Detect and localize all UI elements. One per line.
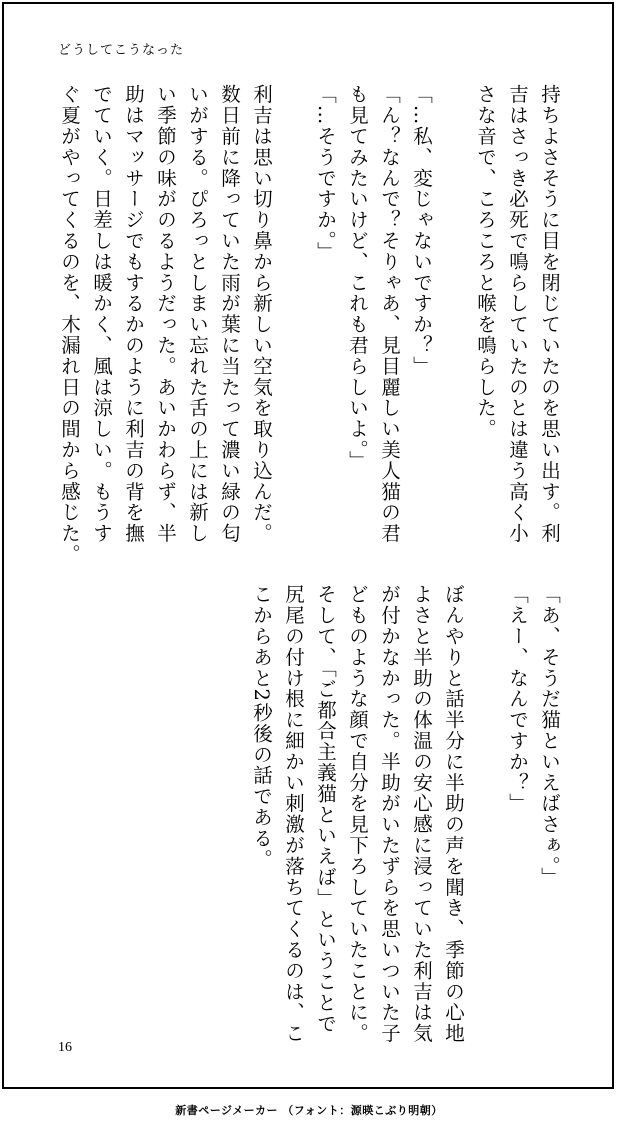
text-column: 「…私、変じゃないですか？」 xyxy=(410,84,433,377)
text-column: 尻尾の付け根に細かい刺激が落ちてくるのは、こ xyxy=(282,584,305,1044)
text-column: ぼんやりと話半分に半助の声を聞き、季節の心地 xyxy=(442,584,465,1044)
text-column: 「…そうですか。」 xyxy=(314,84,337,263)
blank-column xyxy=(277,84,309,544)
text-column: 利吉は思い切り鼻から新しい空気を取り込んだ。 xyxy=(250,84,273,544)
text-column: でていく。日差しは暖かく、風は涼しい。もうす xyxy=(90,84,113,544)
text-column: 吉はさっき必死で鳴らしていたのとは違う高く小 xyxy=(506,84,529,544)
text-column: も見てみたいけど、これも君らしいよ。」 xyxy=(346,84,369,472)
text-column: さな音で、ころころと喉を鳴らした。 xyxy=(474,84,497,440)
text-column: よさと半助の体温の安心感に浸っていた利吉は気 xyxy=(410,584,433,1044)
page-number: 16 xyxy=(58,1040,72,1055)
blank-column xyxy=(437,84,469,544)
text-column: そして、「ご都合主義猫といえば」ということで xyxy=(314,584,337,1035)
text-column: 「あ、そうだ猫といえばさぁ。」 xyxy=(538,584,561,888)
text-column: い季節の味がのるようだった。あいかわらず、半 xyxy=(154,84,177,544)
text-column: こからあと2秒後の話である。 xyxy=(250,584,273,870)
running-header: どうしてこうなった xyxy=(58,43,185,58)
book-page xyxy=(2,2,614,1089)
text-column: 助はマッサージでもするかのように利吉の背を撫 xyxy=(122,84,145,544)
blank-column xyxy=(469,584,501,1044)
text-column: 持ちよさそうに目を閉じていたのを思い出す。利 xyxy=(538,84,561,544)
text-column: 「えー、なんですか？」 xyxy=(506,584,529,814)
text-column: が付かなかった。半助がいたずらを思いついた子 xyxy=(378,584,401,1044)
footer-caption: 新書ページメーカー （フォント：源暎こぶり明朝） xyxy=(175,1104,443,1117)
text-column: ぐ夏がやってくるのを、木漏れ日の間から感じた。 xyxy=(58,84,81,565)
bottom-text-block xyxy=(245,584,565,1044)
text-column: いがする。ぴろっとしまい忘れた舌の上には新し xyxy=(186,84,209,544)
text-column: 数日前に降っていた雨が葉に当たって濃い緑の匂 xyxy=(218,84,241,544)
top-text-block xyxy=(53,84,565,565)
text-column: どものような顔で自分を見下ろしていたことに。 xyxy=(346,584,369,1044)
text-column: 「ん？なんで？そりゃあ、見目麗しい美人猫の君 xyxy=(378,84,401,544)
